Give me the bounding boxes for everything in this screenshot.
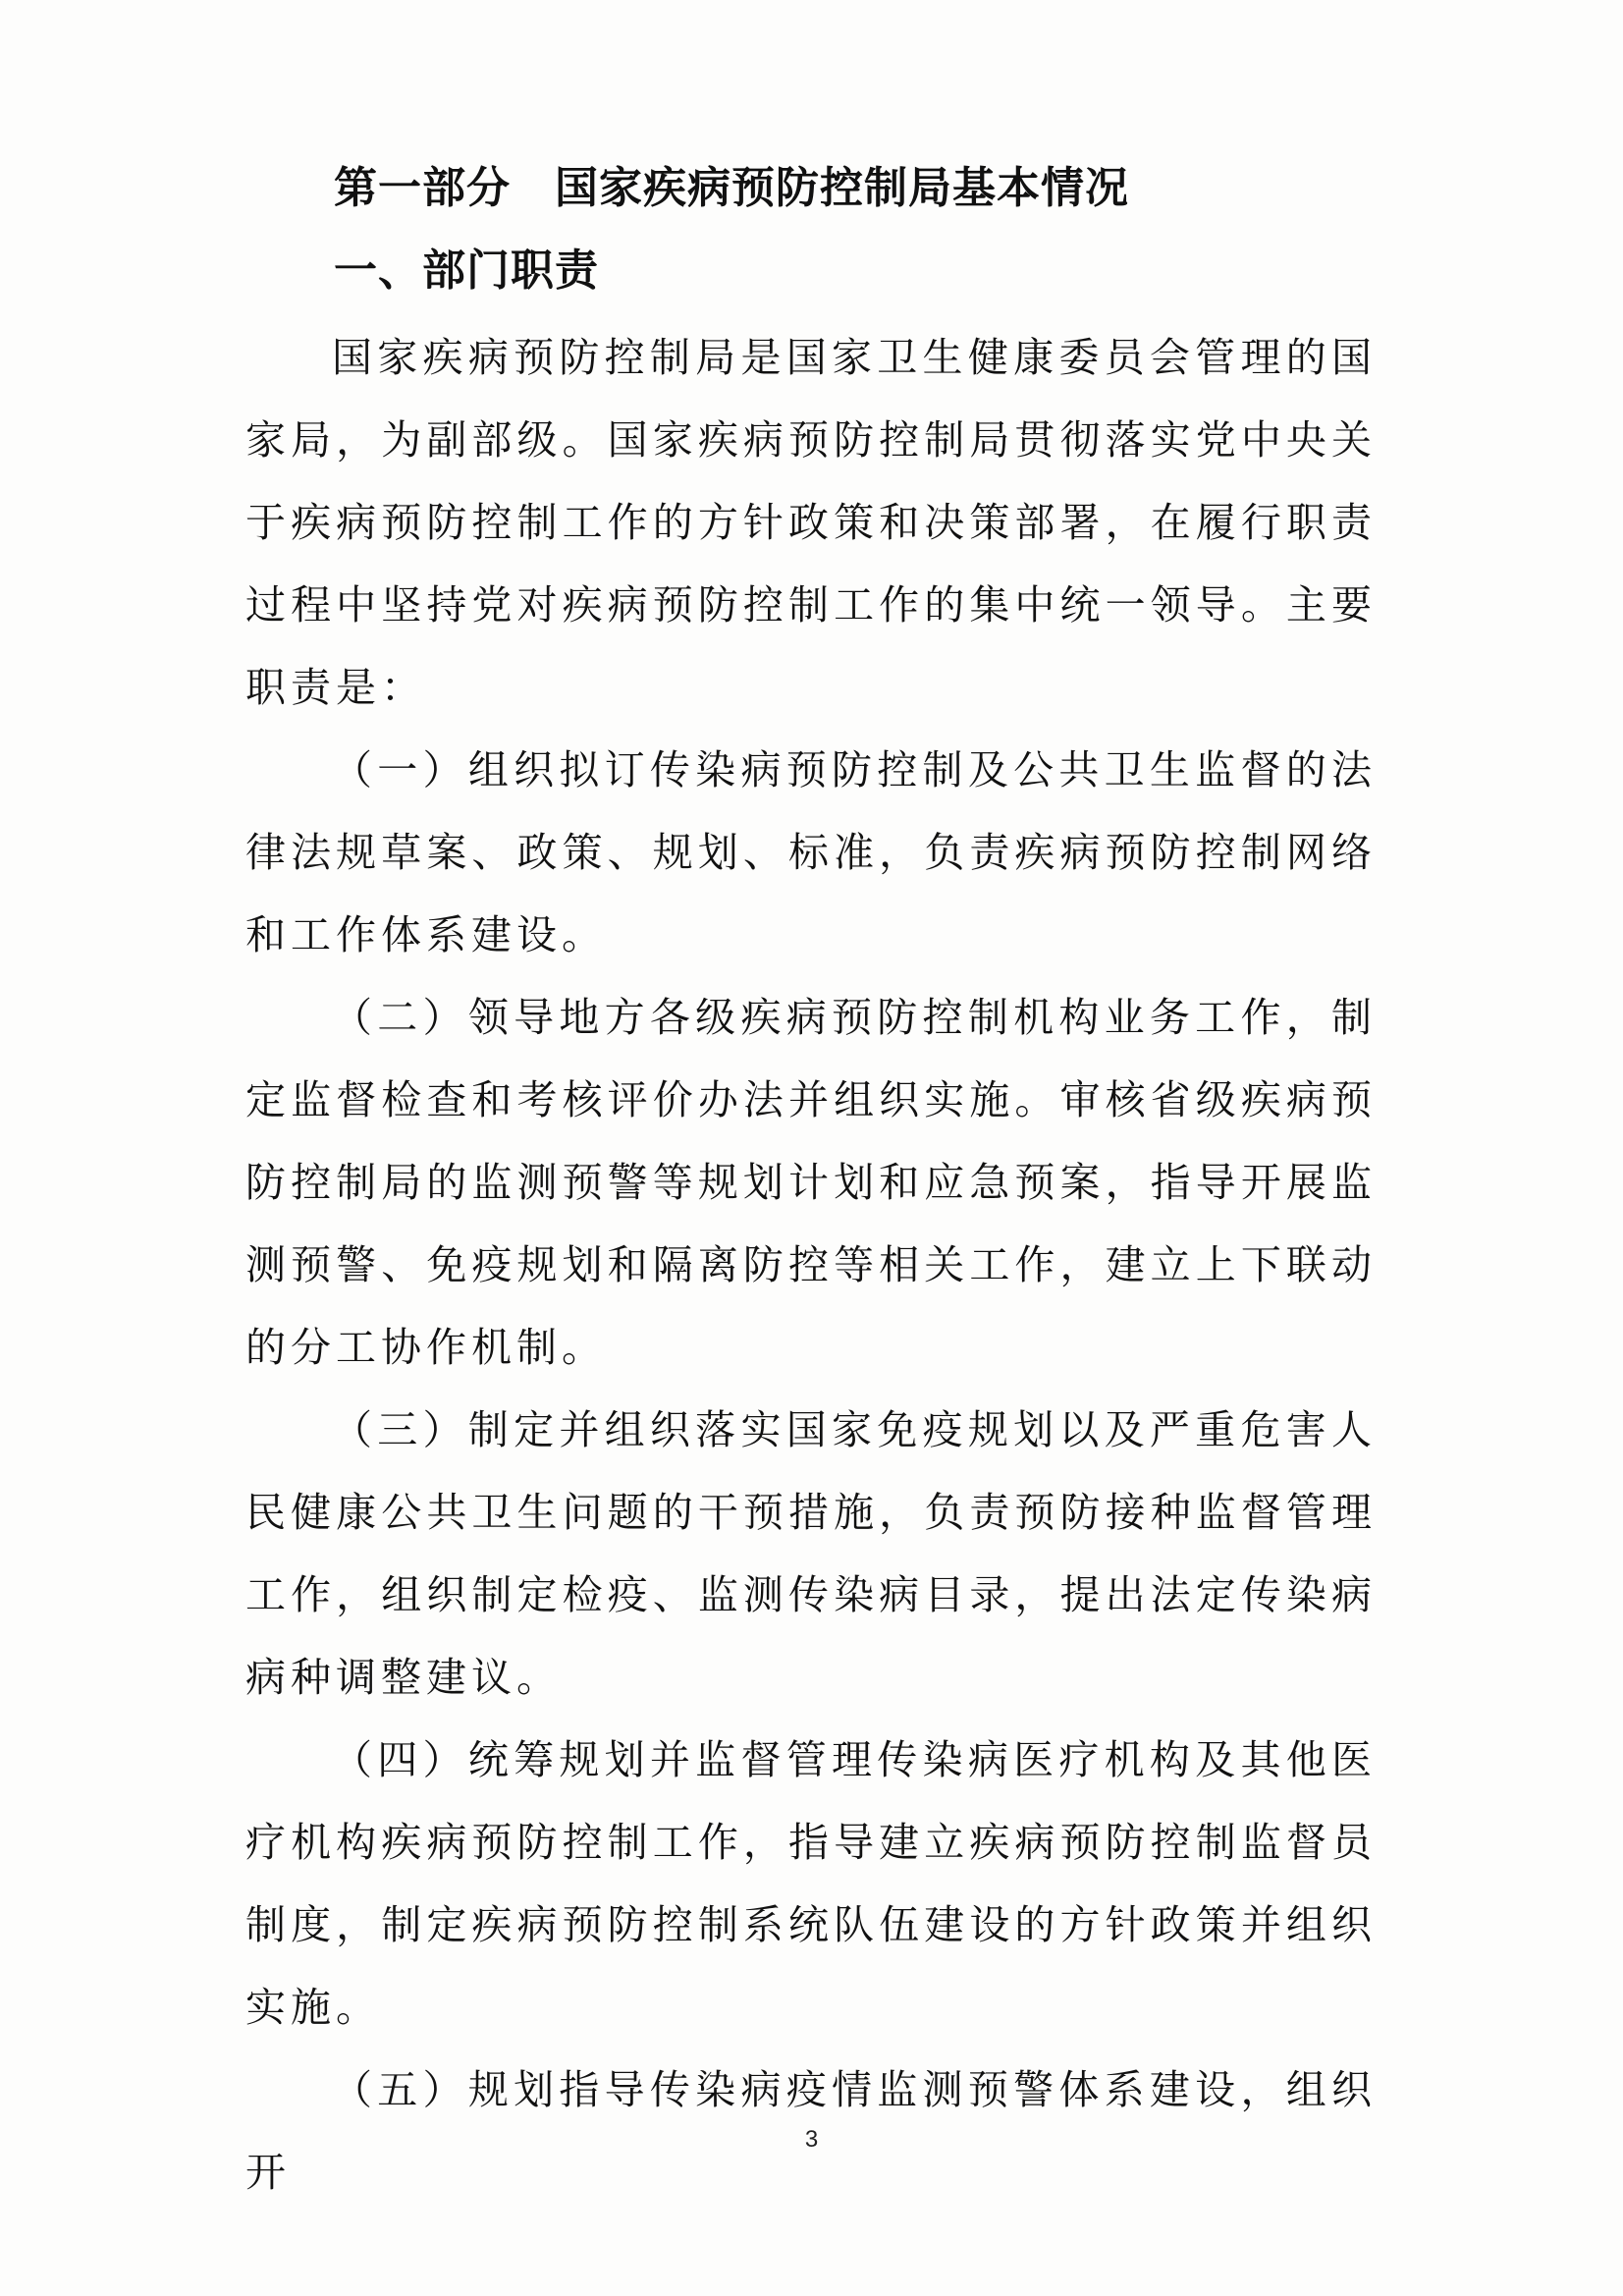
duty-paragraph-3: （三）制定并组织落实国家免疫规划以及严重危害人民健康公共卫生问题的干预措施，负责预防接种监督管理工作，组织制定检疫、监测传染病目录，提出法定传染病病种调整建议。 [245,1406,1377,1701]
document-body [245,159,1377,2214]
duty-paragraph-2: （二）领导地方各级疾病预防控制机构业务工作，制定监督检查和考核评价办法并组织实施。审核省级疾病预防控制局的监测预警等规划计划和应急预案，指导开展监测预警、免疫规划和隔离防控等相关工作，建立上下联动的分工协作机制。 [245,994,1377,1371]
duty-paragraph-4: （四）统筹规划并监督管理传染病医疗机构及其他医疗机构疾病预防控制工作，指导建立疾病预防控制监督员制度，制定疾病预防控制系统队伍建设的方针政策并组织实施。 [245,1736,1377,2031]
section-heading: 一、部门职责 [334,246,599,296]
duty-paragraph-5: （五）规划指导传染病疫情监测预警体系建设，组织开 [245,2066,1377,2196]
page-number: 3 [804,2126,819,2153]
duty-paragraph-1: （一）组织拟订传染病预防控制及公共卫生监督的法律法规草案、政策、规划、标准，负责疾病预防控制网络和工作体系建设。 [245,746,1377,958]
intro-paragraph: 国家疾病预防控制局是国家卫生健康委员会管理的国家局，为副部级。国家疾病预防控制局贯彻落实党中央关于疾病预防控制工作的方针政策和决策部署，在履行职责过程中坚持党对疾病预防控制工作的集中统一领导。主要职责是： [245,334,1377,711]
part-heading: 第一部分 国家疾病预防控制局基本情况 [334,163,1129,213]
